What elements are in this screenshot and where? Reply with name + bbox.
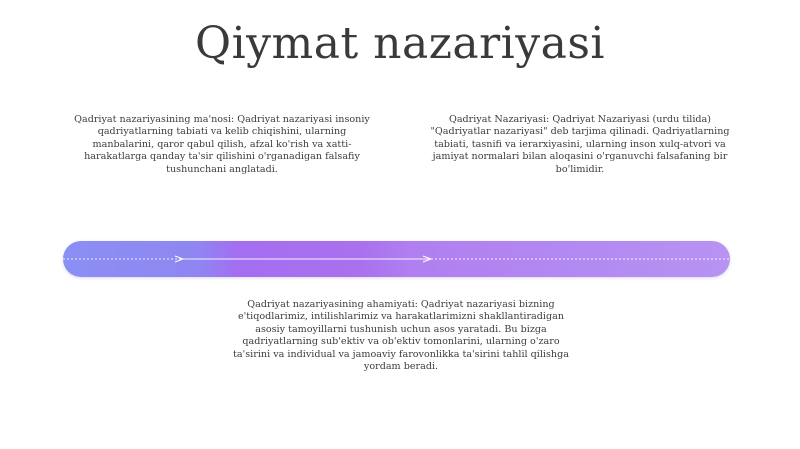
section-text-definition: Qadriyat Nazariyasi: Qadriyat Nazariyasi (urdu tilida) "Qadriyatlar nazariyasi" deb tarjima qilinadi. Qadriyatlarning tabiati, tasnifi va ierarxiyasini, ularning inson xulq-atvori va jamiyat normalari bilan aloqasini o'rganuvchi falsafaning bir bo'limidir. [430, 114, 730, 175]
timeline-arrows [63, 241, 730, 277]
section-text-importance: Qadriyat nazariyasining ahamiyati: Qadriyat nazariyasi bizning e'tiqodlarimiz, intilishlarimiz va harakatlarimizni shakllantiradigan asosiy tamoyillarni tushunish uchun asos yaratadi. Bu bizga qadriyatlarning sub'ektiv va ob'ektiv tomonlarini, ularning o'zaro ta'sirini va individual va jamoaviy farovonlikka ta'sirini tahlil qilishga yordam beradi. [233, 299, 569, 373]
section-text-meaning: Qadriyat nazariyasining ma'nosi: Qadriyat nazariyasi insoniy qadriyatlarning tabiati va kelib chiqishini, ularning manbalarini, qaror qabul qilish, afzal ko'rish va xatti-harakatlarga qanday ta'sir qilishini o'rganadigan falsafiy tushunchani anglatadi. [74, 114, 370, 175]
slide-title: Qiymat nazariyasi [195, 18, 605, 69]
timeline-bar [63, 241, 730, 277]
